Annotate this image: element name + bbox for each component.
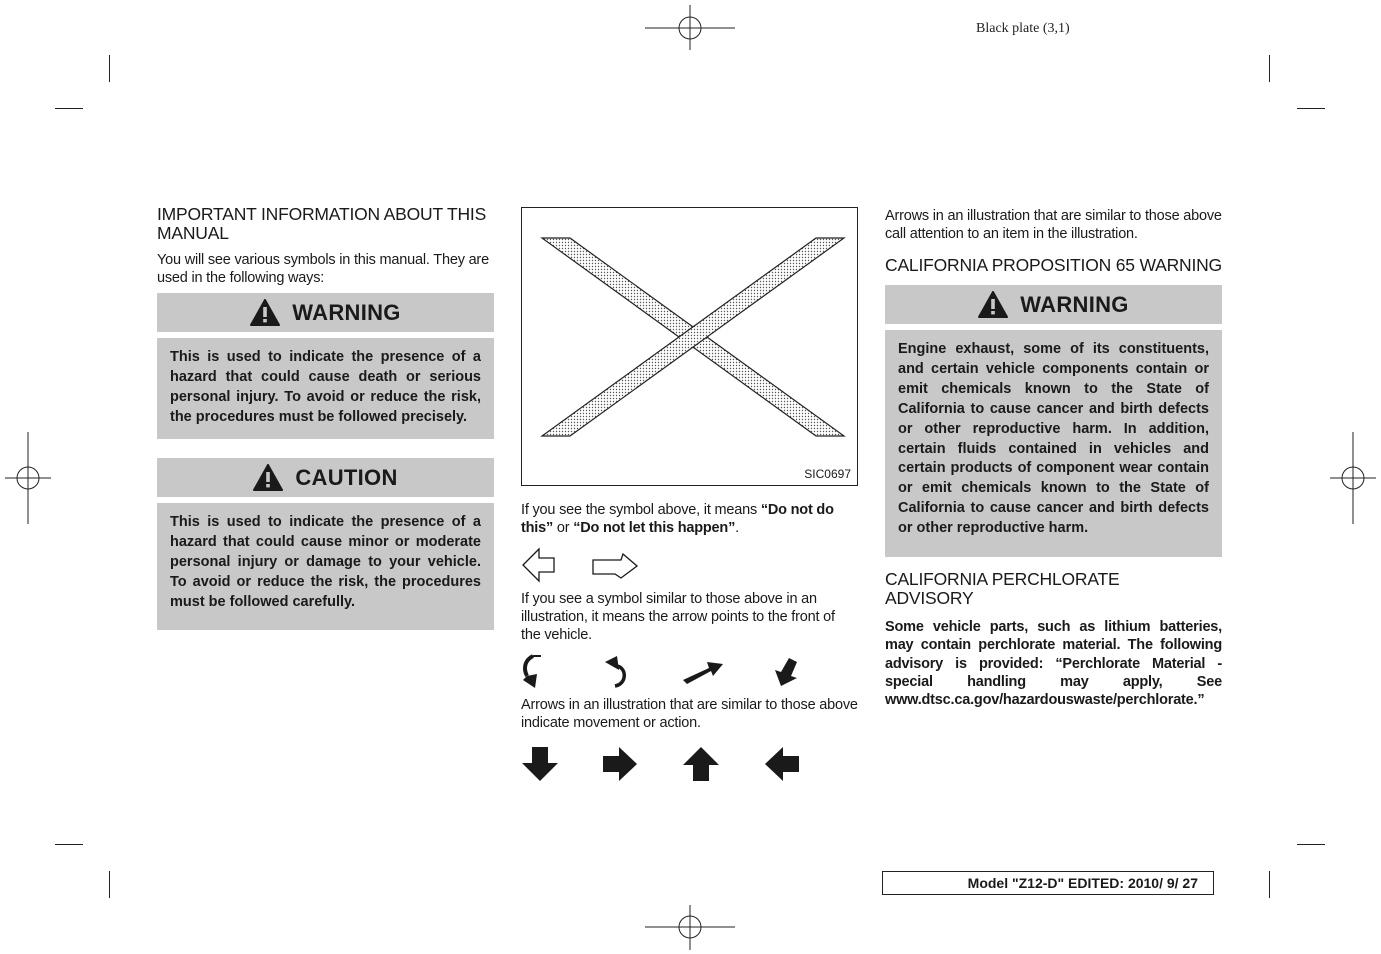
solid-arrow-icon: [682, 746, 720, 782]
movement-arrow-icons: [521, 652, 858, 694]
section-heading-perchlorate: CALIFORNIA PERCHLORATE ADVISORY: [885, 569, 1120, 608]
caution-header: [157, 458, 494, 497]
solid-arrow-icon: [764, 746, 800, 782]
symbol-meaning-text: If you see the symbol above, it means “Do not do this” or “Do not let this happen”.: [521, 502, 834, 536]
column-important-info: [157, 205, 494, 630]
solid-arrow-icon: [602, 746, 638, 782]
attention-arrow-text: Arrows in an illustration that are similar to those above call attention to an item in the illustration.: [885, 208, 1222, 242]
solid-arrow-icon: [771, 656, 801, 688]
section-heading-prop65: CALIFORNIA PROPOSITION 65 WARNING: [885, 255, 1222, 275]
column-symbols: [521, 205, 858, 784]
prop65-warning-body: Engine exhaust, some of its constituents, and certain vehicle components contain or emit chemicals known to the State of California to cause cancer and birth defects or other reproductive harm. In addition, certain fluids contained in vehicles and certain products of component wear contain or emit chemicals known to the State of California to cause cancer and birth defects or other reproductive harm.: [885, 330, 1222, 557]
front-arrow-text: If you see a symbol similar to those above in an illustration, it means the arrow points to the front of the vehicle.: [521, 591, 835, 643]
crosshair-icon: [1330, 432, 1376, 524]
crosshair-icon: [645, 905, 735, 950]
section-heading-important-info: IMPORTANT INFORMATION ABOUT THIS MANUAL: [157, 204, 487, 243]
prop65-warning-label: WARNING: [1020, 291, 1129, 317]
caution-triangle-icon: [253, 464, 283, 491]
do-not-x-icon: [522, 208, 857, 485]
illustration-code: SIC0697: [804, 467, 851, 481]
front-arrow-icons: [521, 544, 858, 586]
warning-body: This is used to indicate the presence of a hazard that could cause death or serious personal injury. To avoid or reduce the risk, the procedures must be followed precisely.: [157, 338, 494, 439]
caution-label: CAUTION: [295, 464, 398, 490]
intro-text: You will see various symbols in this manual. They are used in the following ways:: [157, 252, 489, 286]
front-arrow-outline-icon: [521, 547, 557, 583]
warning-header: [157, 293, 494, 332]
warning-triangle-icon: [978, 291, 1008, 318]
curved-arrow-icon: [521, 654, 549, 690]
column-california: [885, 207, 1222, 709]
plate-label: Black plate (3,1): [976, 21, 1070, 36]
model-edit-footer: Model "Z12-D" EDITED: 2010/ 9/ 27: [882, 871, 1214, 895]
curved-arrow-icon: [603, 654, 631, 690]
perchlorate-text: Some vehicle parts, such as lithium batteries, may contain perchlorate material. The following advisory is provided: “Perchlorate Material - special handling may apply, See www.dtsc.ca.gov/hazardouswaste/perchlorate.”: [885, 619, 1222, 709]
front-arrow-diagonal-icon: [591, 550, 639, 580]
crosshair-icon: [5, 432, 51, 524]
warning-triangle-icon: [250, 299, 280, 326]
movement-arrow-text: Arrows in an illustration that are similar to those above indicate movement or action.: [521, 697, 858, 731]
prop65-warning-header: [885, 285, 1222, 324]
do-not-illustration: [521, 207, 858, 486]
solid-arrow-icon: [521, 746, 559, 782]
solid-arrow-icon: [681, 658, 725, 686]
crosshair-icon: [645, 5, 735, 50]
direction-arrow-icons: [521, 744, 858, 784]
warning-label: WARNING: [292, 299, 401, 325]
caution-body: This is used to indicate the presence of a hazard that could cause minor or moderate personal injury or damage to your vehicle. To avoid or reduce the risk, the procedures must be followed carefully.: [157, 503, 494, 630]
